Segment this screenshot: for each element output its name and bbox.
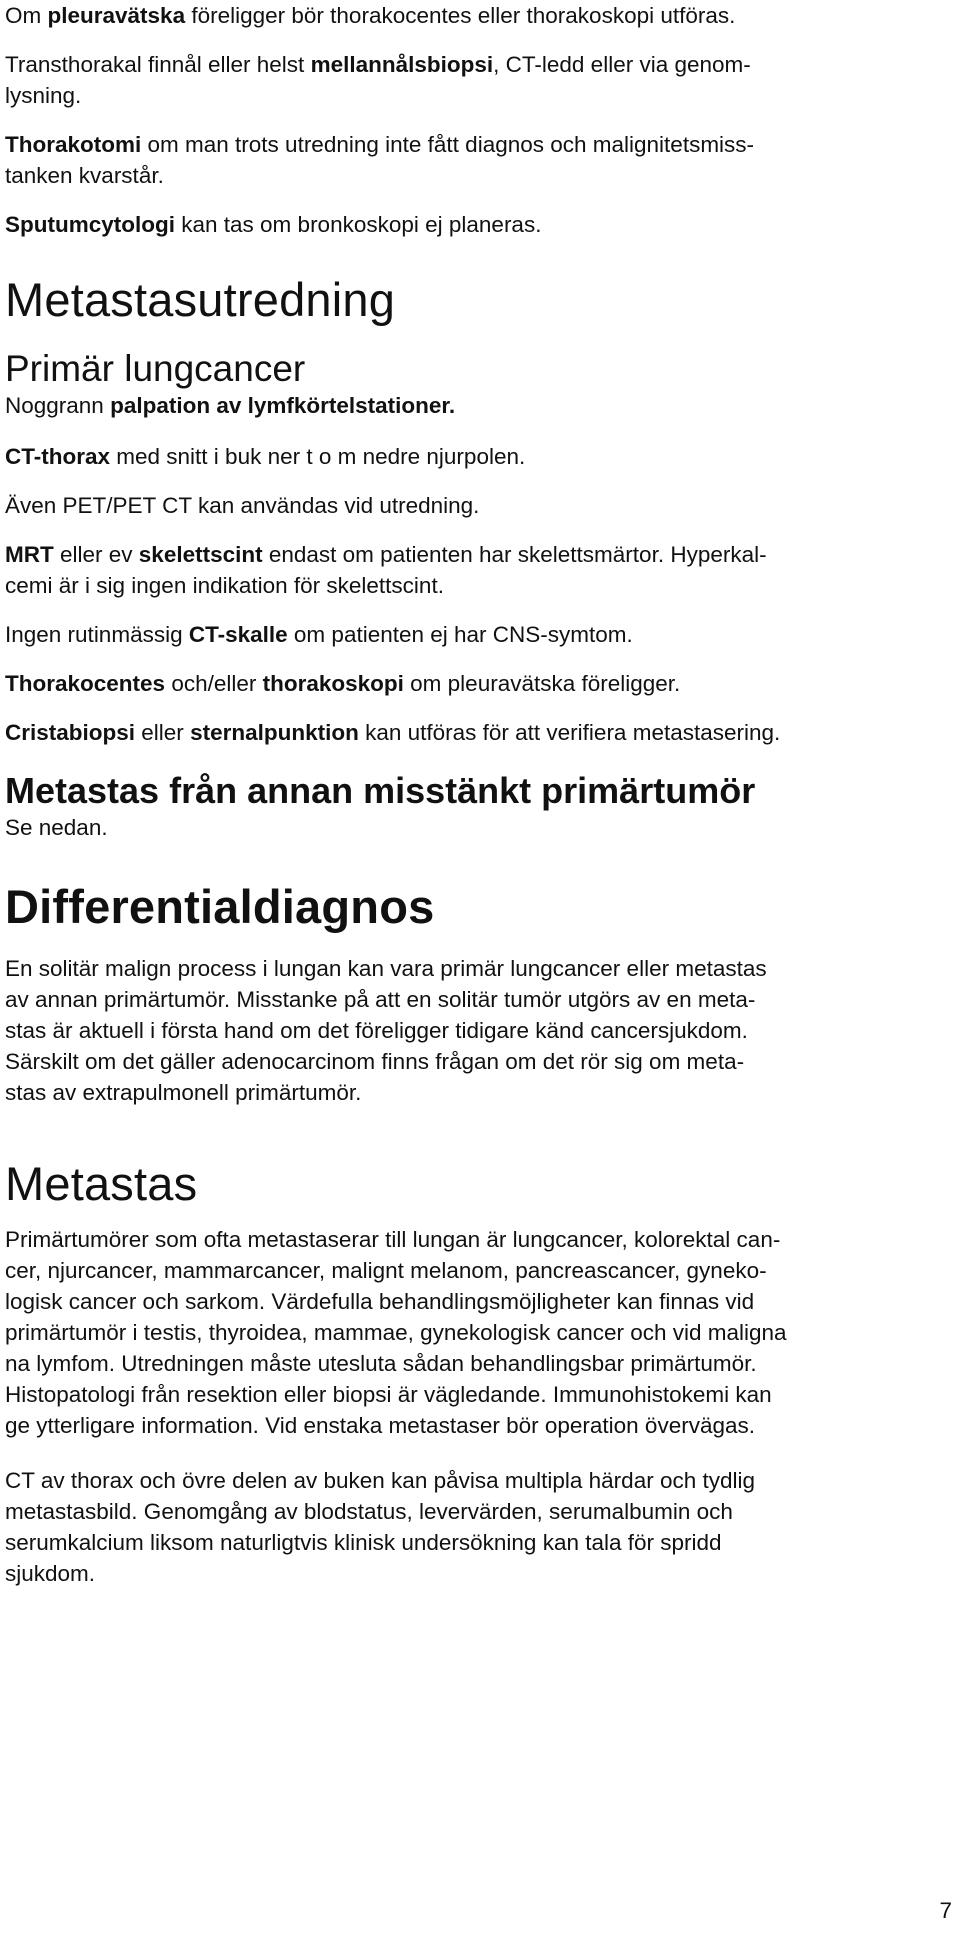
paragraph-differential [5,953,950,1108]
text-line: sjukdom. [5,1561,96,1586]
intro-paragraph-sputumcytologi [5,209,950,240]
bold-term: Thorakotomi [5,132,142,157]
text: om patienten ej har CNS-symtom. [287,622,633,647]
paragraph-ct-skalle [5,619,950,650]
text: kan utföras för att verifiera metastasering. [358,720,781,745]
text: Transthorakal finnål eller helst [5,52,311,77]
page-number: 7 [939,1898,952,1923]
text-line: CT av thorax och övre delen av buken kan påvisa multipla härdar och tydlig [5,1468,756,1493]
bold-term: Thorakocentes [5,671,166,696]
bold-term: CT-thorax [5,444,111,469]
text: om man trots utredning inte fått diagnos och malignitetsmiss- [141,132,755,157]
text: endast om patienten har skelettsmärtor. Hyperkal- [262,542,767,567]
text: cemi är i sig ingen indikation för skelettscint. [5,573,444,598]
bold-term: MRT [5,542,54,567]
paragraph-palpation [5,390,950,421]
bold-term: sternalpunktion [190,720,359,745]
bold-term: pleuravätska [47,3,186,28]
document-page [5,0,950,1589]
text-line: Primärtumörer som ofta metastaserar till lungan är lungcancer, kolorektal can- [5,1227,781,1252]
intro-paragraph-pleuravatska [5,0,950,31]
text-line: En solitär malign process i lungan kan vara primär lungcancer eller metastas [5,956,767,981]
paragraph-cristabiopsi [5,717,950,748]
text: tanken kvarstår. [5,163,164,188]
bold-term: palpation av lymfkörtelstationer. [110,393,456,418]
text: lysning. [5,83,82,108]
paragraph-thorakocentes [5,668,950,699]
text-line: stas av extrapulmonell primärtumör. [5,1080,362,1105]
text: Om [5,3,48,28]
bold-term: skelettscint [138,542,263,567]
heading-metastas-fran-annan: Metastas från annan misstänkt primärtumör [5,770,756,811]
text-line: cer, njurcancer, mammarcancer, malignt melanom, pancreascancer, gyneko- [5,1258,767,1283]
heading-differentialdiagnos: Differentialdiagnos [5,880,435,933]
bold-term: Cristabiopsi [5,720,136,745]
text-line: av annan primärtumör. Misstanke på att en solitär tumör utgörs av en meta- [5,987,756,1012]
text-line: ge ytterligare information. Vid enstaka metastaser bör operation övervägas. [5,1413,755,1438]
intro-paragraph-biopsi [5,49,950,111]
heading-metastas: Metastas [5,1157,198,1210]
text-line: Särskilt om det gäller adenocarcinom finns frågan om det rör sig om meta- [5,1049,745,1074]
text: eller ev [53,542,139,567]
text-line: logisk cancer och sarkom. Värdefulla behandlingsmöjligheter kan finnas vid [5,1289,755,1314]
text-line: stas är aktuell i första hand om det föreligger tidigare känd cancersjukdom. [5,1018,748,1043]
text: Noggrann [5,393,111,418]
text-line: serumkalcium liksom naturligtvis klinisk undersökning kan tala för spridd [5,1530,722,1555]
paragraph-pet [5,490,950,521]
text: och/eller [165,671,263,696]
paragraph-metastas-2 [5,1465,950,1589]
intro-paragraph-thorakotomi [5,129,950,191]
heading-primar-lungcancer: Primär lungcancer [5,348,306,389]
text: , CT-ledd eller via genom- [493,52,751,77]
heading-metastasutredning: Metastasutredning [5,273,396,326]
text-line: na lymfom. Utredningen måste utesluta sådan behandlingsbar primärtumör. [5,1351,757,1376]
paragraph-se-nedan: Se nedan. [5,815,108,840]
bold-term: CT-skalle [188,622,288,647]
text-line: Histopatologi från resektion eller biopsi är vägledande. Immunohistokemi kan [5,1382,772,1407]
bold-term: Sputumcytologi [5,212,175,237]
text: Även PET/PET CT kan användas vid utredning. [5,493,480,518]
text-line: metastasbild. Genomgång av blodstatus, levervärden, serumalbumin och [5,1499,733,1524]
paragraph-metastas-1 [5,1224,950,1441]
text: Ingen rutinmässig [5,622,189,647]
bold-term: thorakoskopi [262,671,404,696]
text: eller [135,720,191,745]
bold-term: mellannålsbiopsi [310,52,494,77]
paragraph-ct-thorax [5,441,950,472]
paragraph-mrt [5,539,950,601]
text: med snitt i buk ner t o m nedre njurpolen. [110,444,526,469]
text: kan tas om bronkoskopi ej planeras. [175,212,542,237]
text-line: primärtumör i testis, thyroidea, mammae, gynekologisk cancer och vid maligna [5,1320,787,1345]
text: föreligger bör thorakocentes eller thorakoskopi utföras. [185,3,736,28]
text: om pleuravätska föreligger. [403,671,681,696]
